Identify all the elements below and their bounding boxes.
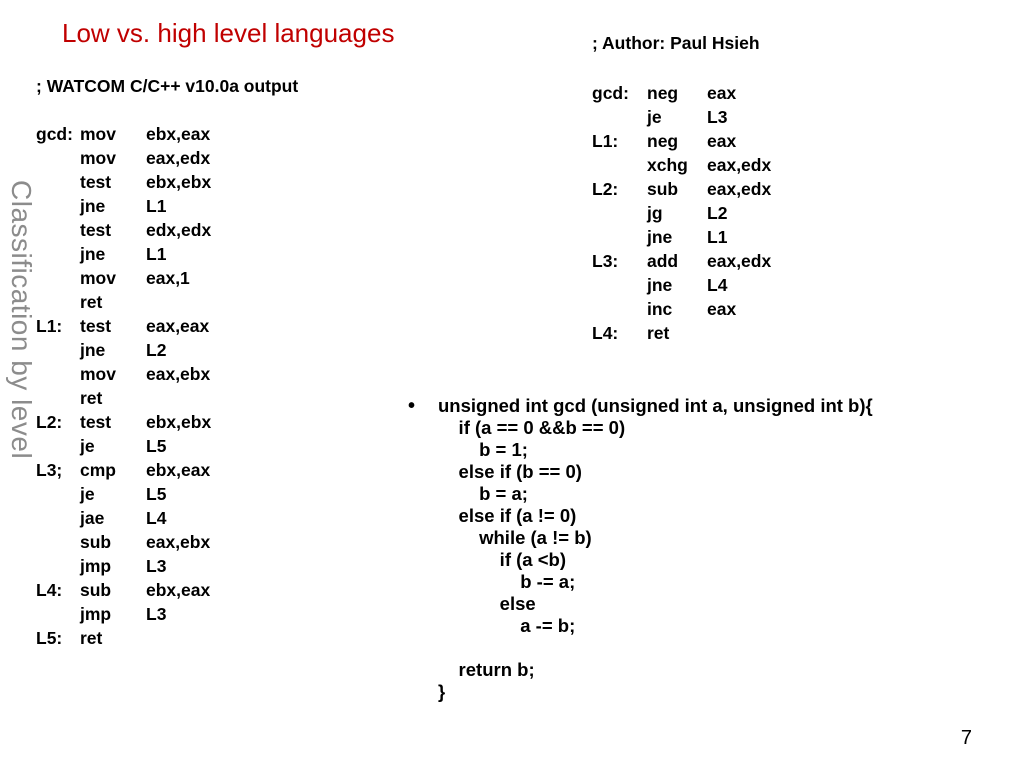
asm-operand: ebx,eax [146,580,211,600]
asm-line [36,314,298,338]
asm-line [36,434,298,458]
asm-line [36,530,298,554]
asm-operand: L3 [146,604,167,624]
asm-opcode: ret [80,628,103,648]
asm-opcode: test [80,412,112,432]
asm-operand: L5 [146,436,167,456]
asm-line [592,273,771,297]
asm-line [592,177,771,201]
asm-operand: eax,edx [707,179,772,199]
asm-operand: L5 [146,484,167,504]
asm-label: L2: [592,179,619,199]
asm-opcode: ret [80,292,103,312]
asm-opcode: mov [80,124,116,144]
asm-line [36,554,298,578]
asm-line [592,321,771,345]
asm-opcode: add [647,251,679,271]
asm-opcode: jne [80,340,106,360]
asm-operand: eax,1 [146,268,190,288]
asm-line [36,218,298,242]
code-line: else if (b == 0) [438,461,582,482]
asm-opcode: mov [80,364,116,384]
asm-opcode: jne [80,244,106,264]
asm-operand: L1 [146,244,167,264]
asm-line [36,410,298,434]
asm-opcode: jae [80,508,105,528]
asm-line [36,506,298,530]
asm-line [592,297,771,321]
asm-label: L3: [592,251,619,271]
asm-line [36,266,298,290]
asm-opcode: mov [80,148,116,168]
asm-label: L4: [592,323,619,343]
asm-operand: eax,ebx [146,532,211,552]
asm-line [36,458,298,482]
asm-opcode: neg [647,131,679,151]
asm-operand: L4 [707,275,728,295]
asm-line [36,338,298,362]
asm-operand: eax [707,299,737,319]
slide-title: Low vs. high level languages [62,18,395,48]
asm-line [36,386,298,410]
asm-opcode: xchg [647,155,688,175]
asm-operand: eax,edx [146,148,211,168]
watcom-lines [36,122,298,650]
asm-label: L1: [36,316,63,336]
asm-label: L1: [592,131,619,151]
watcom-asm-listing [36,75,298,650]
asm-label: L3; [36,460,63,480]
hsieh-lines [592,81,771,345]
asm-opcode: je [647,107,662,127]
asm-opcode: test [80,316,112,336]
asm-opcode: jmp [80,556,112,576]
code-line: b = a; [438,483,528,504]
asm-line [592,249,771,273]
asm-line [36,482,298,506]
asm-opcode: test [80,220,112,240]
hsieh-header: ; Author: Paul Hsieh [592,33,760,53]
asm-operand: L2 [707,203,728,223]
code-line: a -= b; [438,615,576,636]
asm-operand: eax,eax [146,316,210,336]
asm-opcode: test [80,172,112,192]
code-line: if (a <b) [438,549,566,570]
asm-label: gcd: [592,83,629,103]
asm-operand: L1 [146,196,167,216]
code-line: if (a == 0 &&b == 0) [438,417,626,438]
asm-opcode: ret [80,388,103,408]
asm-line [36,578,298,602]
asm-operand: eax,ebx [146,364,211,384]
asm-line [36,194,298,218]
asm-line [592,201,771,225]
asm-operand: eax [707,131,737,151]
asm-opcode: sub [80,580,112,600]
asm-line [36,362,298,386]
code-line: while (a != b) [438,527,592,548]
code-line: else [438,593,536,614]
side-label: Classification by level [6,180,37,460]
asm-opcode: cmp [80,460,116,480]
asm-line [592,153,771,177]
asm-operand: L1 [707,227,728,247]
asm-operand: eax,edx [707,251,772,271]
asm-opcode: neg [647,83,679,103]
asm-operand: L3 [707,107,728,127]
asm-line [592,81,771,105]
asm-line [592,129,771,153]
c-source-listing [408,395,873,703]
code-line: return b; [438,659,535,680]
asm-line [36,602,298,626]
asm-opcode: je [80,484,95,504]
code-line: unsigned int gcd (unsigned int a, unsigned int b){ [438,395,873,416]
asm-line [592,225,771,249]
asm-opcode: jne [647,227,673,247]
code-line [438,637,873,659]
asm-operand: edx,edx [146,220,212,240]
code-line: else if (a != 0) [438,505,577,526]
asm-opcode: ret [647,323,670,343]
asm-label: L2: [36,412,63,432]
asm-operand: ebx,ebx [146,172,212,192]
asm-line [36,290,298,314]
asm-line [36,146,298,170]
asm-opcode: jne [647,275,673,295]
code-line: } [438,681,446,702]
asm-operand: ebx,ebx [146,412,212,432]
asm-opcode: jmp [80,604,112,624]
asm-line [36,242,298,266]
asm-label: gcd: [36,124,73,144]
bullet-icon: • [408,395,416,417]
asm-operand: L4 [146,508,167,528]
asm-operand: ebx,eax [146,124,211,144]
asm-opcode: mov [80,268,116,288]
asm-line [36,170,298,194]
asm-label: L5: [36,628,63,648]
asm-line [36,122,298,146]
page-number: 7 [960,727,972,749]
asm-opcode: sub [80,532,112,552]
asm-operand: eax,edx [707,155,772,175]
asm-line [592,105,771,129]
asm-label: L4: [36,580,63,600]
code-line: b = 1; [438,439,528,460]
code-line: b -= a; [438,571,576,592]
asm-operand: L3 [146,556,167,576]
asm-opcode: inc [647,299,673,319]
asm-opcode: sub [647,179,679,199]
asm-line [36,626,298,650]
asm-opcode: jne [80,196,106,216]
hsieh-asm-listing [592,32,771,345]
asm-operand: L2 [146,340,167,360]
asm-operand: eax [707,83,737,103]
asm-operand: ebx,eax [146,460,211,480]
c-code-lines [438,395,873,703]
asm-opcode: je [80,436,95,456]
watcom-header: ; WATCOM C/C++ v10.0a output [36,76,299,96]
asm-opcode: jg [647,203,663,223]
